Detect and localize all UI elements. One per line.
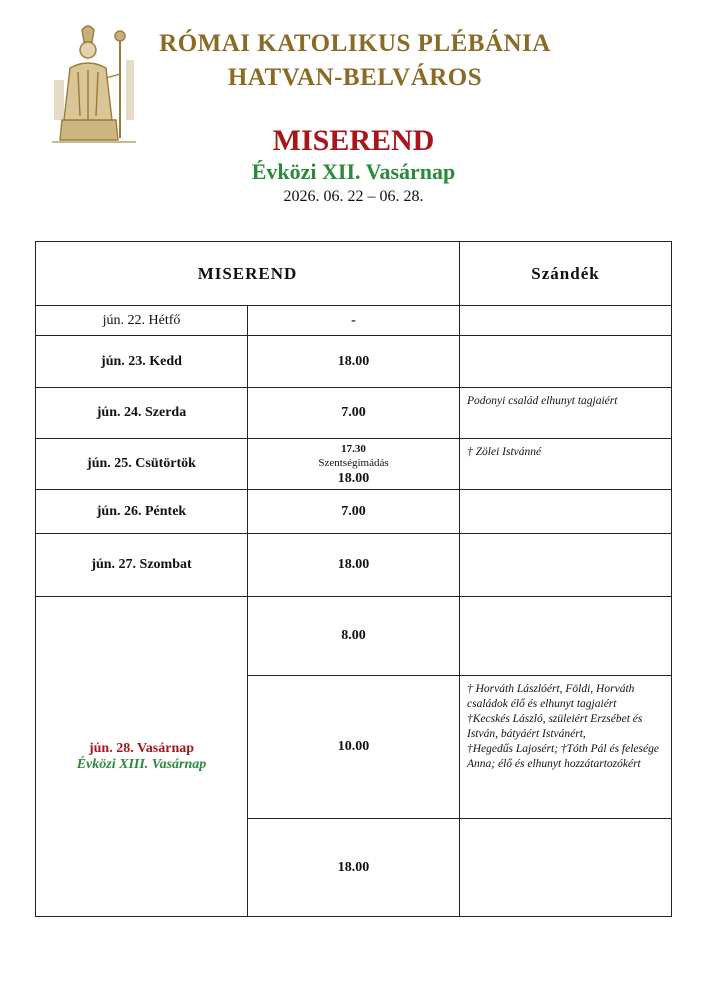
intention-cell — [460, 306, 672, 336]
day-cell: jún. 24. Szerda — [36, 388, 248, 439]
time-cell: - — [248, 306, 460, 336]
day-cell: jún. 23. Kedd — [36, 336, 248, 388]
time-cell: 8.00 — [248, 597, 460, 676]
table-row — [36, 336, 672, 388]
intention-cell — [460, 336, 672, 388]
time-cell — [248, 439, 460, 490]
day-cell: jún. 27. Szombat — [36, 534, 248, 597]
time-cell: 18.00 — [248, 819, 460, 917]
col-header-schedule: MISEREND — [36, 242, 460, 306]
time-note: Szentségimádás — [318, 456, 389, 469]
intention-cell — [460, 534, 672, 597]
intention-cell: † Zölei Istvánné — [460, 439, 672, 490]
time-cell: 7.00 — [248, 490, 460, 534]
sunday-subtitle: Évközi XIII. Vasárnap — [76, 756, 207, 772]
day-cell: jún. 26. Péntek — [36, 490, 248, 534]
table-header-row — [36, 242, 672, 306]
date-range: 2026. 06. 22 – 06. 28. — [283, 188, 424, 205]
time-cell: 10.00 — [248, 676, 460, 819]
time-second: 18.00 — [337, 470, 370, 486]
intention-cell: Podonyi család elhunyt tagjaiért — [460, 388, 672, 439]
intention-line: † Horváth Lászlóért, Földi, Horváth családok élő és elhunyt tagjaiért — [467, 683, 635, 710]
day-cell: jún. 22. Hétfő — [36, 306, 248, 336]
table-row — [36, 306, 672, 336]
intention-line: †Hegedűs Lajosért; †Tóth Pál és felesége Anna; élő és elhunyt hozzátartozókért — [467, 743, 659, 770]
time-cell: 7.00 — [248, 388, 460, 439]
sunday-day: jún. 28. Vasárnap — [88, 740, 195, 756]
time-cell: 18.00 — [248, 336, 460, 388]
table-row — [36, 534, 672, 597]
intention-cell — [460, 676, 672, 819]
page-title: MISEREND — [272, 124, 435, 157]
intention-cell — [460, 597, 672, 676]
sunday-day-cell — [36, 597, 248, 917]
day-cell: jún. 25. Csütörtök — [36, 439, 248, 490]
table-row — [36, 439, 672, 490]
table-row — [36, 597, 672, 676]
table-row — [36, 490, 672, 534]
intention-line: †Kecskés László, szüleiért Erzsébet és István, bátyáért Istvánért, — [467, 713, 643, 740]
parish-name-line1: RÓMAI KATOLIKUS PLÉBÁNIA — [159, 30, 551, 57]
table-row — [36, 388, 672, 439]
time-first: 17.30 — [341, 442, 366, 455]
time-cell: 18.00 — [248, 534, 460, 597]
page-subtitle: Évközi XII. Vasárnap — [251, 159, 456, 184]
intention-cell — [460, 819, 672, 917]
intention-cell — [460, 490, 672, 534]
col-header-intention: Szándék — [460, 242, 672, 306]
parish-name-line2: HATVAN-BELVÁROS — [227, 64, 483, 91]
mass-schedule-table — [35, 241, 672, 917]
